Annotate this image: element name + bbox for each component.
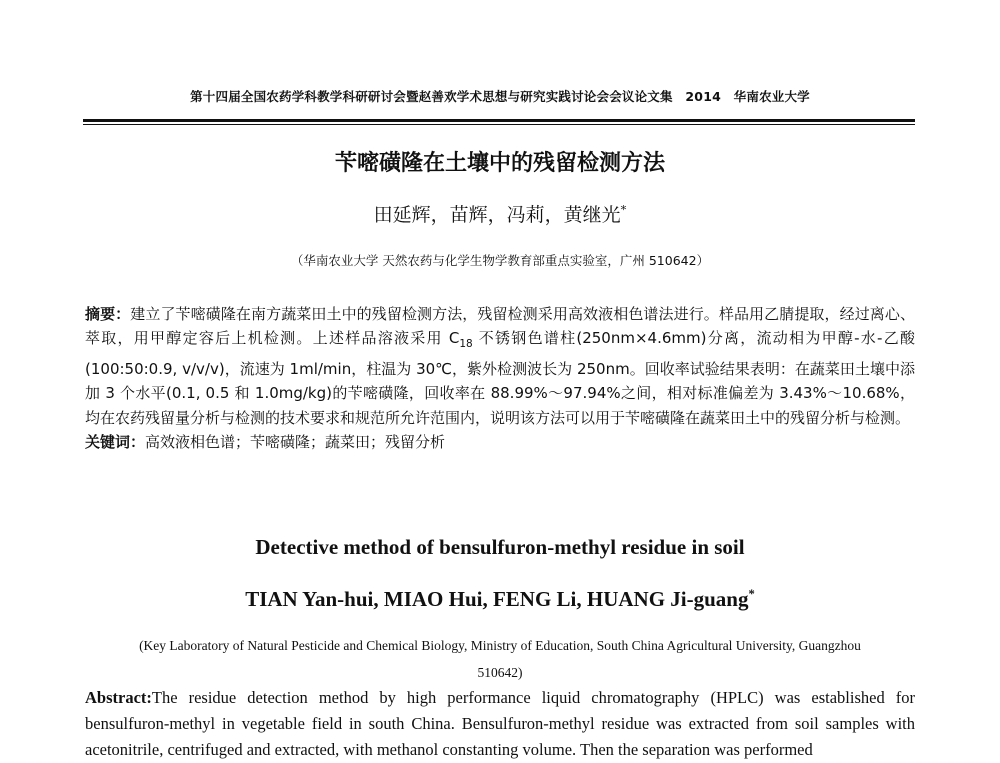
- c18-subscript: 18: [459, 338, 473, 351]
- english-affiliation: [80, 632, 920, 686]
- c18-column-c: C: [448, 329, 460, 348]
- chinese-abstract: [85, 302, 915, 454]
- chinese-title: 苄嘧磺隆在土壤中的残留检测方法: [334, 151, 665, 176]
- chinese-abstract-text-part1: 建立了苄嘧磺隆在南方蔬菜田土中的残留检测方法，残留检测采用高效液相色谱法进行。样品用乙腈提取，经过离心、萃取，用甲醇定容后上机检测。上述样品溶液采用: [85, 305, 915, 348]
- chinese-keywords: 高效液相色谱；苄嘧磺隆；蔬菜田；残留分析: [145, 433, 446, 452]
- english-authors: [0, 587, 1000, 612]
- english-abstract-text: The residue detection method by high performance liquid chromatography (HPLC) was established for bensulfuron-methyl in vegetable field in south China. Bensulfuron-methyl residue was extracted from soil samples with acetonitrile, centrifuged and extracted, with methanol constanting volume. Then the separation was performed: [85, 688, 915, 759]
- chinese-abstract-label: 摘要：: [85, 305, 131, 323]
- chinese-author-names: 田延辉，苗辉，冯莉，黄继光: [373, 204, 621, 226]
- running-header: 第十四届全国农药学科教学科研研讨会暨赵善欢学术思想与研究实践讨论会会议论文集 2014 华南农业大学: [190, 89, 810, 104]
- english-title: Detective method of bensulfuron-methyl residue in soil: [255, 535, 745, 559]
- english-affiliation-line1: (Key Laboratory of Natural Pesticide and Chemical Biology, Ministry of Education, South China Agricultural University, Guangzhou: [139, 638, 861, 653]
- english-affiliation-line2: 510642): [477, 665, 523, 680]
- chinese-affiliation: （华南农业大学 天然农药与化学生物学教育部重点实验室，广州 510642）: [290, 253, 710, 268]
- english-corresponding-author-mark: *: [748, 587, 755, 601]
- english-abstract: [85, 685, 915, 763]
- chinese-authors: [0, 200, 1000, 227]
- chinese-keywords-label: 关键词：: [85, 433, 146, 452]
- corresponding-author-mark: *: [620, 202, 627, 217]
- header-rule-thin: [83, 124, 915, 125]
- english-abstract-label: Abstract:: [85, 688, 152, 707]
- header-rule-thick: [83, 119, 915, 122]
- english-author-names: TIAN Yan-hui, MIAO Hui, FENG Li, HUANG Ji-guang: [245, 587, 749, 611]
- chinese-abstract-text-part2: 不锈钢色谱柱(250nm×4.6mm)分离，流动相为甲醇-水-乙酸(100:50:0.9, v/v/v)，流速为 1ml/min，柱温为 30℃，紫外检测波长为 250nm。回收率试验结果表明：在蔬菜田土壤中添加 3 个水平(0.1, 0.5 和 1.0mg/kg)的苄嘧磺隆，回收率在 88.99%～97.94%之间，相对标准偏差为 3.43%～10.68%，均在农药残留量分析与检测的技术要求和规范所允许范围内，说明该方法可以用于苄嘧磺隆在蔬菜田土中的残留分析与检测。: [85, 329, 915, 427]
